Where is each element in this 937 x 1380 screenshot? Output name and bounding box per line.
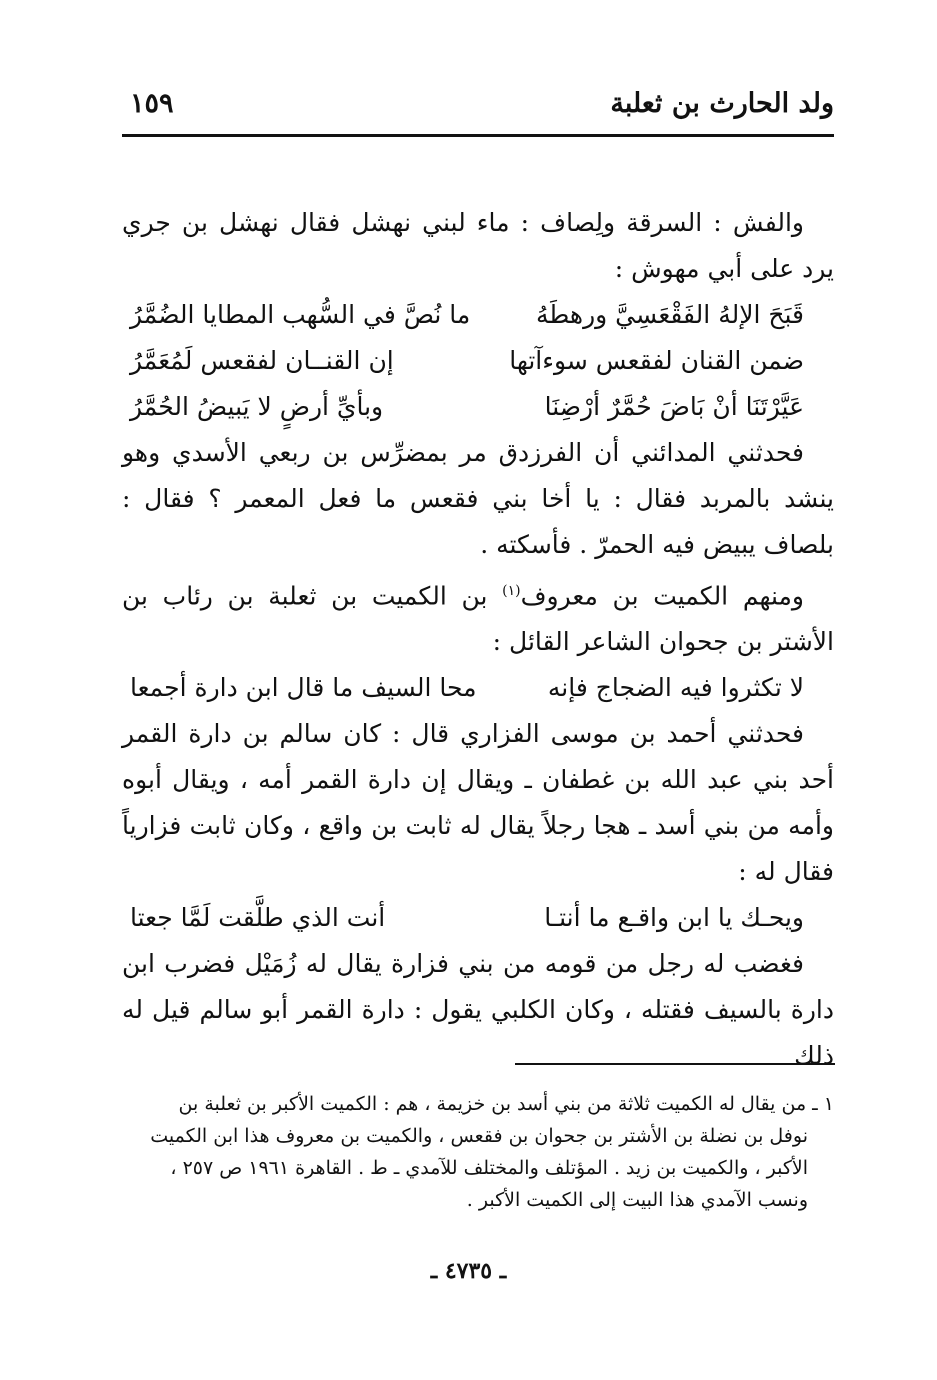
bottom-page-number: ـ ٤٧٣٥ ـ xyxy=(430,1258,507,1284)
paragraph-4: فحدثني أحمد بن موسى الفزاري قال : كان سالم بن دارة القمر أحد بني عبد الله بن غطفان ـ ويقال إن دارة القمر أمه ، ويقال أبوه وأمه من بني أسد ـ هجا رجلاً يقال له ثابت بن واقع ، وكان ثابت فزارياً فقال له : xyxy=(122,719,834,887)
footnote-line-2: نوفل بن نضلة بن الأشتر بن جحوان بن فقعس ، والكميت بن معروف هذا ابن الكميت xyxy=(150,1125,808,1147)
verse-hemistich-left: إن القنــان لفقعس لَمُعَمَّرُ xyxy=(130,346,394,375)
paragraph-5: فغضب له رجل من قومه من بني فزارة يقال له زُمَيْل فضرب ابن دارة بالسيف فقتله ، وكان الكلبي يقول : دارة القمر أبو سالم قيل له ذلك xyxy=(122,949,834,1071)
verse-hemistich-left: وبأيِّ أرضٍ لا يَبيضُ الحُمَّرُ xyxy=(130,392,384,421)
footnote-line-3: الأكبر ، والكميت بن زيد . المؤتلف والمختلف للآمدي ـ ط . القاهرة ١٩٦١ ص ٢٥٧ ، xyxy=(170,1157,808,1179)
paragraph-3 xyxy=(122,568,834,665)
paragraph-3-start: ومنهم الكميت بن معروف xyxy=(520,581,804,611)
header-rule xyxy=(122,134,834,137)
footnote-line-1: ١ ـ من يقال له الكميت ثلاثة من بني أسد بن خزيمة ، هم : الكميت الأكبر بن ثعلبة بن xyxy=(178,1093,834,1115)
footnote-marker: (١) xyxy=(502,583,521,599)
verse-hemistich-right: ويحـك يا ابن واقـع ما أنتـا xyxy=(544,903,804,933)
verse-line-4 xyxy=(122,665,834,711)
verse-hemistich-right: لا تكثروا فيه الضجاج فإنه xyxy=(547,673,804,703)
page-number: ١٥٩ xyxy=(130,88,174,119)
verse-hemistich-right: ضمن القنان لفقعس سوءآتها xyxy=(509,346,804,375)
footnote-rule xyxy=(515,1063,835,1065)
verse-line-3 xyxy=(122,384,834,430)
verse-hemistich-left: ما نُصَّ في السُّهب المطايا الضُمَّرُ xyxy=(130,300,471,329)
paragraph-3-end: بن الكميت بن ثعلبة بن رئاب بن الأشتر بن جحوان الشاعر القائل : xyxy=(122,581,834,657)
paragraph-1: والفش : السرقة ولِصاف : ماء لبني نهشل فقال نهشل بن جري يرد على أبي مهوش : xyxy=(122,208,834,283)
verse-line-1 xyxy=(122,292,834,338)
verse-line-5 xyxy=(122,895,834,941)
verse-hemistich-right: عَيَّرْتَنَا أنْ بَاضَ حُمَّرٌ أرْضِنَا xyxy=(544,392,804,421)
main-text xyxy=(122,200,834,1079)
running-header xyxy=(122,82,834,130)
verse-line-2 xyxy=(122,338,834,384)
verse-hemistich-left: أنت الذي طلَّقت لَمَّا جعتا xyxy=(130,903,386,933)
verse-hemistich-left: محا السيف ما قال ابن دارة أجمعا xyxy=(130,673,477,703)
footnote-line-4: ونسب الآمدي هذا البيت إلى الكميت الأكبر . xyxy=(466,1189,808,1211)
running-title: ولد الحارث بن ثعلبة xyxy=(610,88,834,119)
verse-hemistich-right: قَبَحَ الإلهُ الفَقْعَسِيَّ ورهطَهُ xyxy=(536,300,804,329)
paragraph-2: فحدثني المدائني أن الفرزدق مر بمضرِّس بن ربعي الأسدي وهو ينشد بالمربد فقال : يا أخا بني فقعس ما فعل المعمر ؟ فقال : بلصاف يبيض فيه الحمرّ . فأسكته . xyxy=(122,438,834,559)
footnote xyxy=(122,1088,834,1216)
